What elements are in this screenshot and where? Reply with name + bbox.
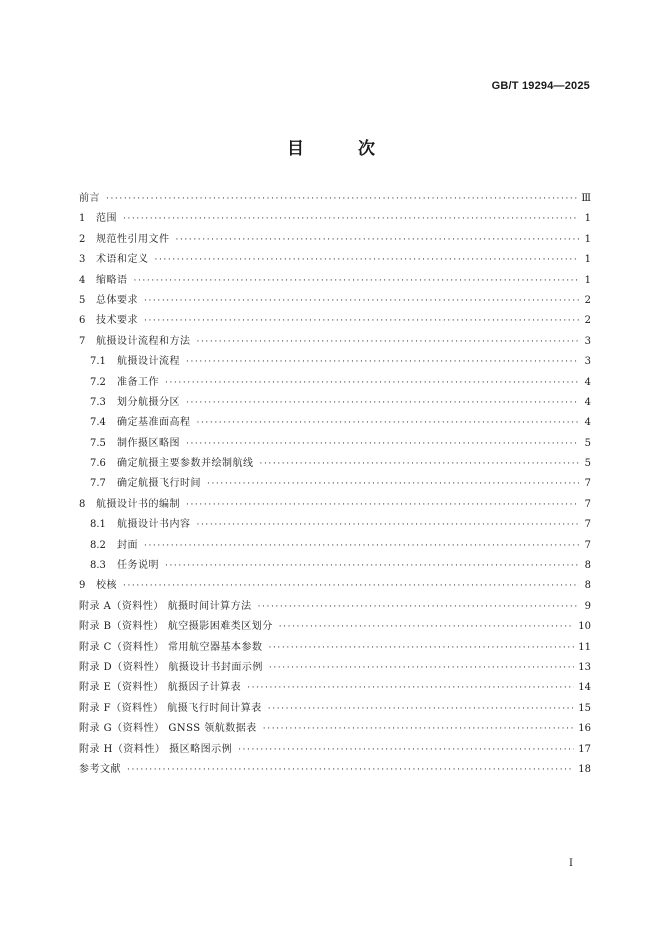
- toc-leader-dots: [186, 393, 579, 413]
- toc-entry-number: 7.5: [90, 437, 106, 449]
- toc-entry-page: 10: [578, 621, 591, 633]
- toc-entry-page: 4: [584, 417, 591, 429]
- toc-leader-dots: [269, 658, 574, 678]
- toc-entry[interactable]: [79, 373, 591, 393]
- toc-entry[interactable]: [79, 719, 591, 739]
- toc-leader-dots: [176, 230, 580, 250]
- toc-leader-dots: [165, 556, 579, 576]
- toc-leader-dots: [144, 536, 579, 556]
- toc-leader-dots: [238, 740, 574, 760]
- toc-entry-number: 7.7: [90, 478, 106, 490]
- toc-entry-page: 7: [584, 478, 591, 490]
- toc-entry-number: 7: [79, 335, 86, 347]
- toc-entry-number: 6: [79, 315, 86, 327]
- toc-entry-number: 2: [79, 233, 86, 245]
- toc-leader-dots: [260, 454, 580, 474]
- toc-entry-page: 16: [578, 723, 591, 735]
- toc-entry-label: 总体要求: [96, 294, 138, 306]
- toc-entry-number: 7.4: [90, 417, 106, 429]
- toc-entry-page: 1: [584, 213, 591, 225]
- toc-leader-dots: [144, 291, 579, 311]
- toc-entry-label: 参考文献: [79, 763, 121, 775]
- toc-entry[interactable]: [79, 413, 591, 433]
- toc-entry-number: 7.6: [90, 458, 106, 470]
- toc-entry-number: 4: [79, 274, 86, 286]
- toc-entry-label: 确定航摄飞行时间: [117, 478, 201, 490]
- toc-entry-page: 11: [578, 641, 591, 653]
- toc-entry-label: 附录 D（资料性） 航摄设计书封面示例: [79, 661, 263, 673]
- toc-leader-dots: [123, 576, 579, 596]
- page-title: 目 次: [287, 139, 399, 159]
- toc-leader-dots: [127, 760, 574, 780]
- toc-entry[interactable]: [79, 209, 591, 229]
- toc-entry-label: 附录 C（资料性） 常用航空器基本参数: [79, 641, 263, 653]
- toc-entry-label: 确定航摄主要参数并绘制航线: [117, 458, 254, 470]
- toc-leader-dots: [279, 617, 575, 637]
- toc-entry-page: 5: [584, 437, 591, 449]
- toc-entry-label: 准备工作: [117, 376, 159, 388]
- toc-entry-page: 1: [584, 254, 591, 266]
- toc-leader-dots: [197, 332, 580, 352]
- toc-leader-dots: [106, 189, 577, 209]
- toc-entry[interactable]: [79, 454, 591, 474]
- toc-entry-label: 规范性引用文件: [96, 233, 170, 245]
- toc-entry-label: 附录 F（资料性） 航摄飞行时间计算表: [79, 702, 262, 714]
- toc-entry-label: 制作摄区略图: [117, 437, 180, 449]
- toc-entry-page: 3: [584, 356, 591, 368]
- toc-entry-page: 2: [584, 294, 591, 306]
- toc-entry-number: 5: [79, 294, 86, 306]
- toc-entry-label: 附录 A（资料性） 航摄时间计算方法: [79, 600, 252, 612]
- toc-entry-label: 术语和定义: [96, 254, 149, 266]
- toc-leader-dots: [186, 434, 579, 454]
- toc-entry[interactable]: [79, 658, 591, 678]
- table-of-contents: [79, 189, 591, 780]
- toc-entry-page: 8: [584, 580, 591, 592]
- toc-leader-dots: [258, 597, 579, 617]
- toc-entry[interactable]: [79, 515, 591, 535]
- toc-entry-page: 15: [578, 702, 591, 714]
- toc-entry-label: 任务说明: [117, 560, 159, 572]
- toc-leader-dots: [134, 271, 580, 291]
- toc-entry[interactable]: [79, 597, 591, 617]
- toc-entry-label: 航摄设计流程和方法: [96, 335, 191, 347]
- toc-entry-label: 附录 G（资料性） GNSS 领航数据表: [79, 723, 257, 735]
- toc-entry-page: 3: [584, 335, 591, 347]
- toc-entry[interactable]: [79, 311, 591, 331]
- toc-entry[interactable]: [79, 638, 591, 658]
- toc-entry-label: 封面: [117, 539, 138, 551]
- toc-entry-page: 7: [584, 539, 591, 551]
- toc-entry-label: 校核: [96, 580, 117, 592]
- toc-entry-number: 8.1: [90, 519, 106, 531]
- toc-entry-page: 8: [584, 560, 591, 572]
- toc-entry-number: 7.2: [90, 376, 106, 388]
- toc-entry-label: 附录 B（资料性） 航空摄影困难类区划分: [79, 621, 273, 633]
- toc-leader-dots: [165, 373, 579, 393]
- toc-entry[interactable]: [79, 617, 591, 637]
- toc-entry[interactable]: [79, 576, 591, 596]
- toc-entry-label: 缩略语: [96, 274, 128, 286]
- toc-entry-page: Ⅲ: [581, 193, 591, 204]
- page-number: I: [569, 858, 573, 869]
- toc-entry[interactable]: [79, 678, 591, 698]
- toc-entry[interactable]: [79, 189, 591, 209]
- toc-entry[interactable]: [79, 760, 591, 780]
- toc-entry-page: 1: [584, 233, 591, 245]
- toc-entry[interactable]: [79, 556, 591, 576]
- toc-entry-page: 4: [584, 376, 591, 388]
- toc-entry-number: 8.2: [90, 539, 106, 551]
- toc-leader-dots: [269, 638, 575, 658]
- toc-entry-label: 范围: [96, 213, 117, 225]
- toc-entry-number: 7.3: [90, 396, 106, 408]
- toc-entry-page: 1: [584, 274, 591, 286]
- toc-entry-page: 9: [584, 600, 591, 612]
- toc-entry-number: 8.3: [90, 560, 106, 572]
- toc-entry-page: 7: [584, 519, 591, 531]
- toc-entry[interactable]: [79, 699, 591, 719]
- toc-entry[interactable]: [79, 291, 591, 311]
- toc-entry-label: 划分航摄分区: [117, 396, 180, 408]
- toc-entry-number: 9: [79, 580, 86, 592]
- toc-entry-label: 附录 E（资料性） 航摄因子计算表: [79, 682, 242, 694]
- toc-entry-label: 确定基准面高程: [117, 417, 191, 429]
- toc-entry[interactable]: [79, 495, 591, 515]
- toc-entry-label: 航摄设计书内容: [117, 519, 191, 531]
- toc-entry-number: 8: [79, 498, 86, 510]
- toc-entry-number: 3: [79, 254, 86, 266]
- toc-leader-dots: [268, 699, 574, 719]
- toc-entry-number: 7.1: [90, 356, 106, 368]
- toc-entry-page: 17: [578, 743, 591, 755]
- toc-entry[interactable]: [79, 230, 591, 250]
- toc-entry-number: 1: [79, 213, 86, 225]
- toc-entry[interactable]: [79, 434, 591, 454]
- toc-leader-dots: [263, 719, 574, 739]
- toc-leader-dots: [247, 678, 574, 698]
- toc-entry[interactable]: [79, 271, 591, 291]
- toc-leader-dots: [186, 352, 579, 372]
- toc-leader-dots: [123, 209, 579, 229]
- toc-entry-label: 航摄设计流程: [117, 356, 180, 368]
- toc-entry-page: 13: [578, 661, 591, 673]
- toc-leader-dots: [155, 250, 580, 270]
- toc-entry-page: 14: [578, 682, 591, 694]
- toc-entry-page: 7: [584, 498, 591, 510]
- toc-entry-page: 5: [584, 458, 591, 470]
- toc-entry-label: 技术要求: [96, 315, 138, 327]
- toc-entry-label: 附录 H（资料性） 摄区略图示例: [79, 743, 233, 755]
- toc-leader-dots: [186, 495, 579, 515]
- toc-entry[interactable]: [79, 393, 591, 413]
- toc-leader-dots: [144, 311, 579, 331]
- toc-entry[interactable]: [79, 250, 591, 270]
- toc-entry-label: 前言: [79, 193, 100, 204]
- toc-entry[interactable]: [79, 332, 591, 352]
- toc-leader-dots: [197, 515, 580, 535]
- standard-code: GB/T 19294—2025: [491, 80, 590, 92]
- toc-entry-page: 2: [584, 315, 591, 327]
- toc-leader-dots: [197, 413, 580, 433]
- toc-entry-page: 18: [578, 763, 591, 775]
- toc-entry[interactable]: [79, 740, 591, 760]
- toc-entry[interactable]: [79, 352, 591, 372]
- toc-entry[interactable]: [79, 536, 591, 556]
- toc-entry-label: 航摄设计书的编制: [96, 498, 180, 510]
- toc-entry[interactable]: [79, 474, 591, 494]
- toc-leader-dots: [207, 474, 579, 494]
- toc-entry-page: 4: [584, 396, 591, 408]
